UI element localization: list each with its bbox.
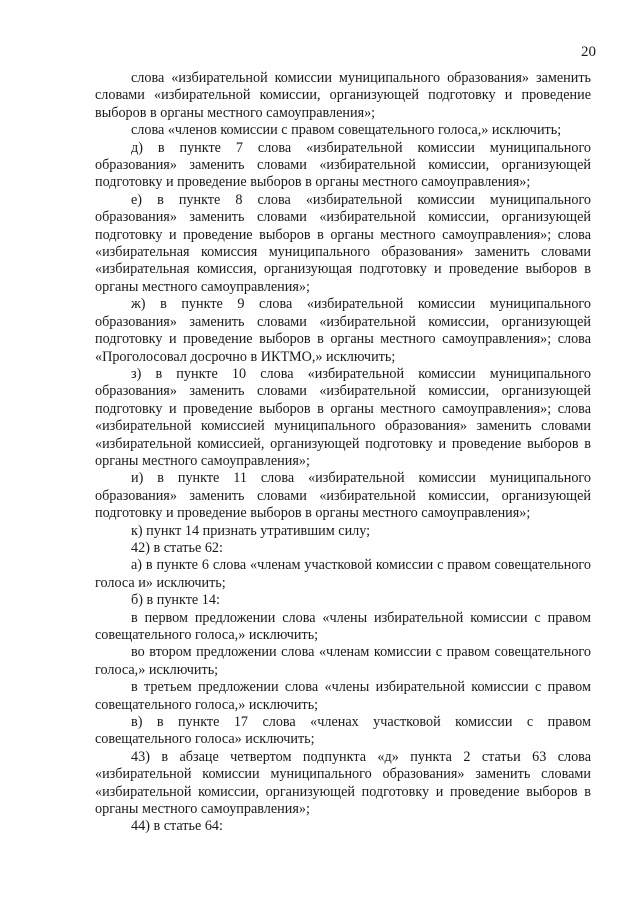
page-number: 20	[581, 44, 596, 60]
paragraph: к) пункт 14 признать утратившим силу;	[131, 522, 371, 539]
paragraph: слова «членов комиссии с правом совещательного голоса,» исключить;	[131, 122, 562, 139]
paragraph: 44) в статье 64:	[131, 818, 223, 835]
paragraph: б) в пункте 14:	[131, 592, 220, 609]
paragraph: е) в пункте 8 слова «избирательной комиссии муниципального образования» заменить словами «избирательной комиссии, организующей подготовку и проведение выборов в органы местного самоуправления»; слова «избирательная комиссия муниципального образования» заменить словами «избирательная комиссия, организующая подготовку и проведение выборов в органы местного самоуправления»;	[95, 191, 591, 295]
paragraph: во втором предложении слова «членам комиссии с правом совещательного голоса,» исключить;	[95, 644, 591, 678]
paragraph: д) в пункте 7 слова «избирательной комиссии муниципального образования» заменить словами «избирательной комиссии, организующей подготовку и проведение выборов в органы местного самоуправления»;	[95, 139, 591, 191]
paragraph: 42) в статье 62:	[131, 539, 223, 556]
paragraph: а) в пункте 6 слова «членам участковой комиссии с правом совещательного голоса и» исключить;	[95, 557, 591, 591]
paragraph: в третьем предложении слова «члены избирательной комиссии с правом совещательного голоса,» исключить;	[95, 679, 591, 713]
paragraph: в) в пункте 17 слова «членах участковой комиссии с правом совещательного голоса» исключить;	[95, 714, 591, 748]
paragraph: в первом предложении слова «члены избирательной комиссии с правом совещательного голоса,» исключить;	[95, 609, 591, 643]
document-body	[95, 70, 591, 836]
paragraph: з) в пункте 10 слова «избирательной комиссии муниципального образования» заменить словами «избирательной комиссии, организующей подготовку и проведение выборов в органы местного самоуправления»; слова «избирательной комиссией муниципального образования» заменить словами «избирательной комиссией, организующей подготовку и проведение выборов в органы местного самоуправления»;	[95, 365, 591, 469]
paragraph: 43) в абзаце четвертом подпункта «д» пункта 2 статьи 63 слова «избирательной комиссии муниципального образования» заменить словами «избирательной комиссии, организующей подготовку и проведение выборов в органы местного самоуправления»;	[95, 748, 591, 818]
paragraph: и) в пункте 11 слова «избирательной комиссии муниципального образования» заменить словами «избирательной комиссии, организующей подготовку и проведение выборов в органы местного самоуправления»;	[95, 470, 591, 522]
paragraph: ж) в пункте 9 слова «избирательной комиссии муниципального образования» заменить словами «избирательной комиссии, организующей подготовку и проведение выборов в органы местного самоуправления»; слова «Проголосовал досрочно в ИКТМО,» исключить;	[95, 296, 591, 365]
paragraph: слова «избирательной комиссии муниципального образования» заменить словами «избирательной комиссии, организующей подготовку и проведение выборов в органы местного самоуправления»;	[95, 70, 591, 121]
